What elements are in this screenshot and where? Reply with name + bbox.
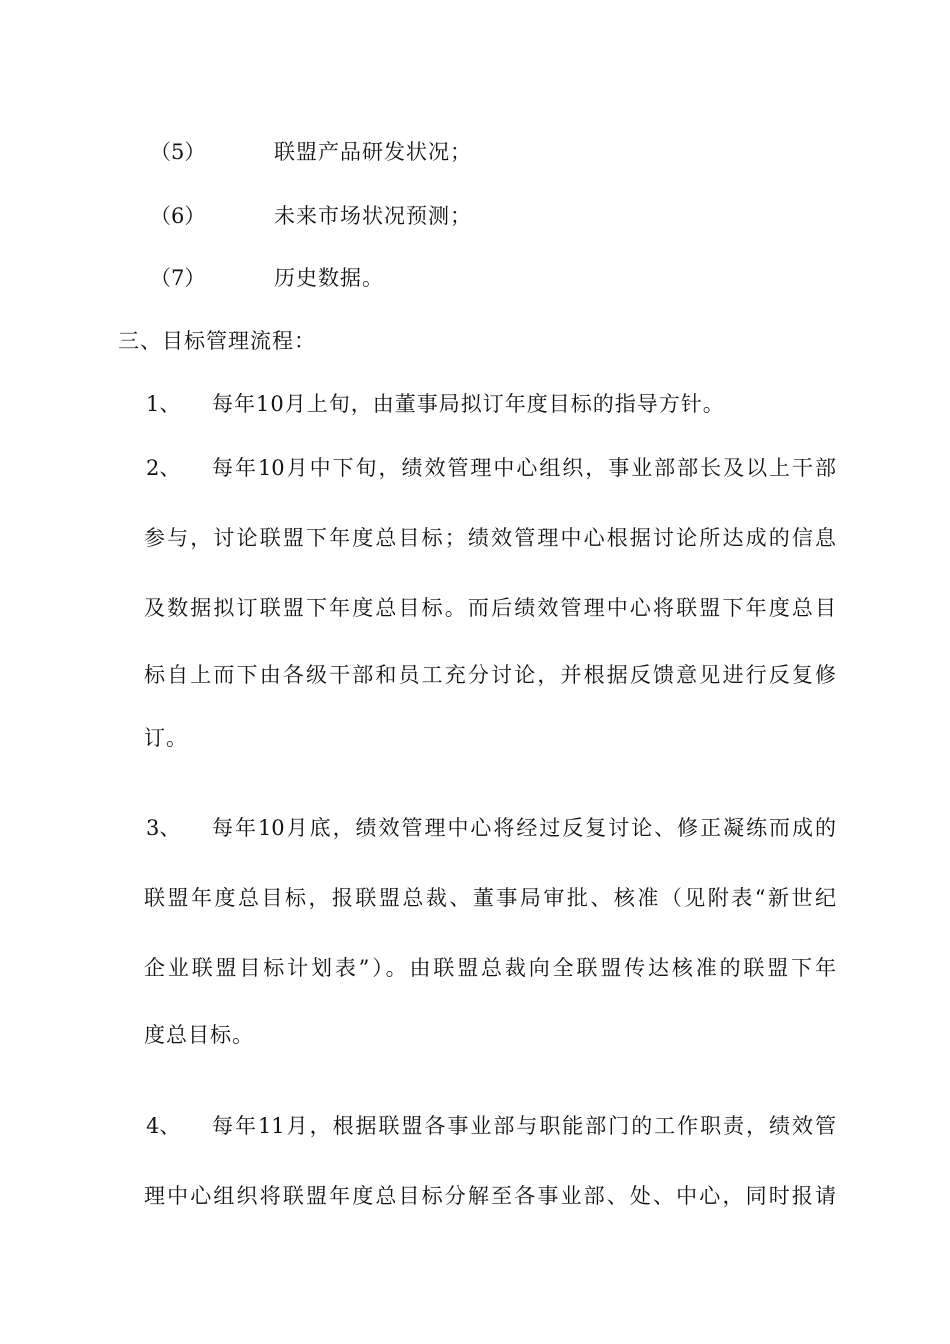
step-number: 2、 xyxy=(146,456,181,480)
section-heading: 三、目标管理流程： xyxy=(118,329,316,353)
step-first-line: 每年10月底，绩效管理中心将经过反复讨论、修正凝练而成的 xyxy=(212,816,836,840)
step-line: 理中心组织将联盟年度总目标分解至各事业部、处、中心，同时报请 xyxy=(144,1184,836,1208)
list-number: （6） xyxy=(150,204,206,228)
step-line: 参与，讨论联盟下年度总目标；绩效管理中心根据讨论所达成的信息 xyxy=(144,526,836,550)
step-number: 3、 xyxy=(146,816,181,840)
list-item-text: 联盟产品研发状况； xyxy=(274,140,472,164)
step-line: 标自上而下由各级干部和员工充分讨论，并根据反馈意见进行反复修 xyxy=(144,663,836,687)
step-first-line: 每年10月中下旬，绩效管理中心组织，事业部部长及以上干部 xyxy=(212,456,836,480)
list-item-text: 未来市场状况预测； xyxy=(274,204,472,228)
step-number: 4、 xyxy=(146,1114,181,1138)
step-number: 1、 xyxy=(146,392,181,416)
list-item-text: 历史数据。 xyxy=(274,266,384,290)
step-line: 订。 xyxy=(144,726,188,750)
step-line: 度总目标。 xyxy=(144,1023,254,1047)
step-line: 企业联盟目标计划表”）。由联盟总裁向全联盟传达核准的联盟下年 xyxy=(144,956,836,980)
step-first-line: 每年10月上旬，由董事局拟订年度目标的指导方针。 xyxy=(212,392,725,416)
list-number: （5） xyxy=(150,140,206,164)
step-first-line: 每年11月，根据联盟各事业部与职能部门的工作职责，绩效管 xyxy=(212,1114,836,1138)
list-number: （7） xyxy=(150,266,206,290)
step-line: 及数据拟订联盟下年度总目标。而后绩效管理中心将联盟下年度总目 xyxy=(144,596,836,620)
step-line: 联盟年度总目标，报联盟总裁、董事局审批、核准（见附表“新世纪 xyxy=(144,886,836,910)
